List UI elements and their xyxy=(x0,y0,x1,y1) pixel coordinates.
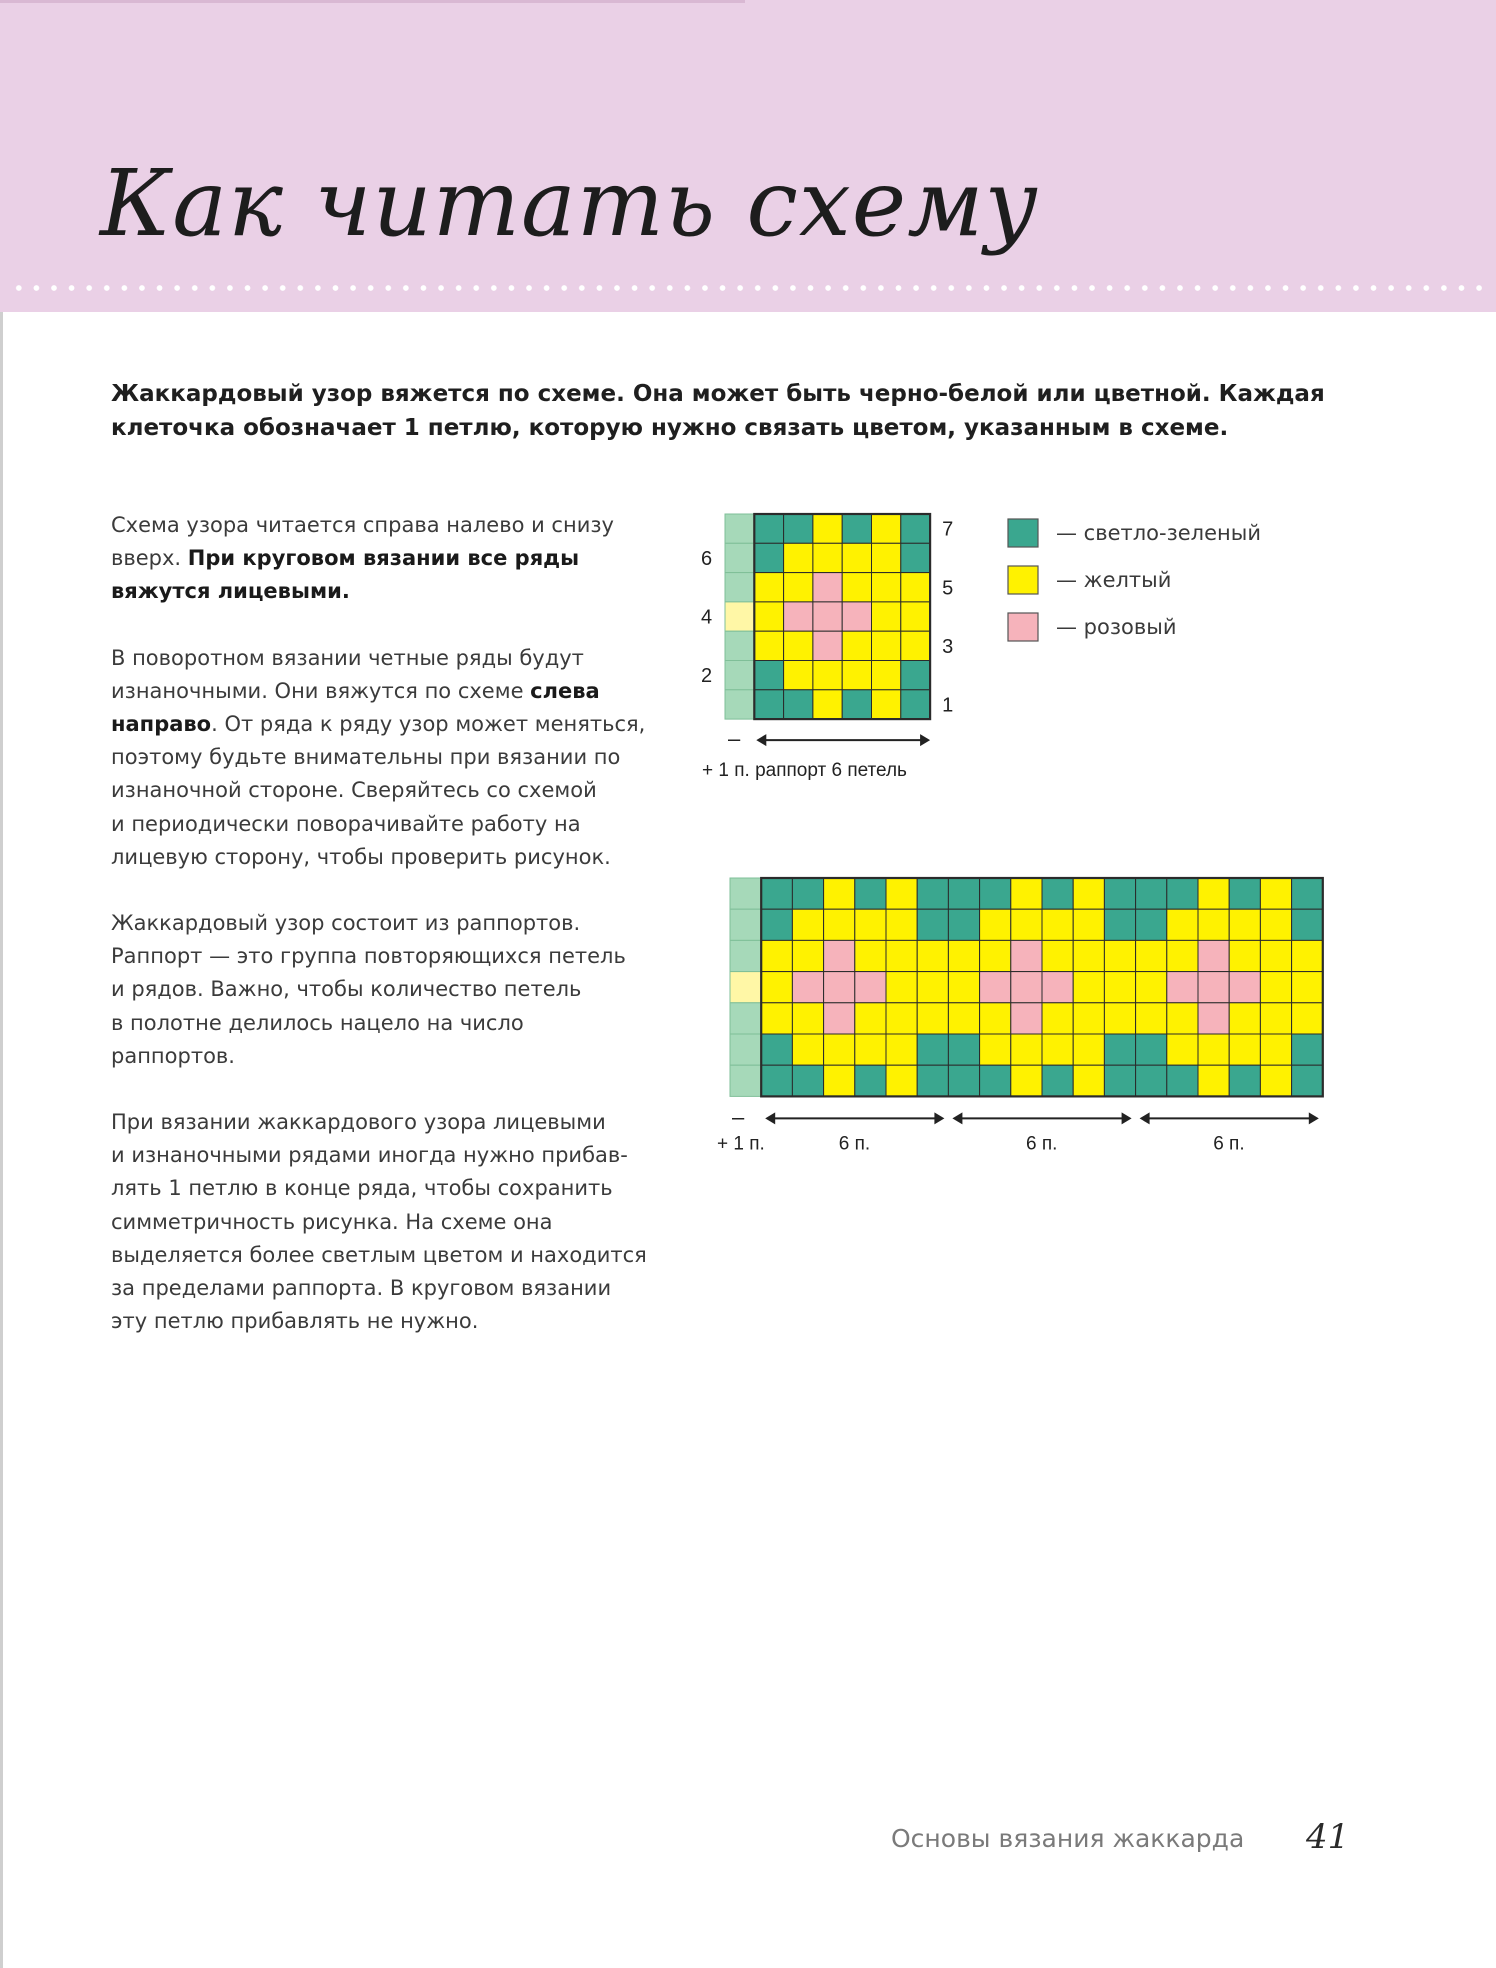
repeat-label: 6 п. xyxy=(838,1133,871,1155)
chart-cell xyxy=(1260,972,1291,1003)
chart-cell xyxy=(824,909,855,940)
chart-cell xyxy=(872,543,901,572)
chart-cell xyxy=(784,514,813,543)
chart-cell xyxy=(886,940,917,971)
rapport-arrow xyxy=(1140,1112,1319,1124)
chart-cell xyxy=(948,1003,979,1034)
chart-cell xyxy=(824,940,855,971)
chart-cell xyxy=(842,514,871,543)
chart-cell xyxy=(901,690,930,719)
chart-cell xyxy=(813,543,842,572)
chart-cell xyxy=(1073,940,1104,971)
chart-cell xyxy=(1104,909,1135,940)
text-line: эту петлю прибавлять не нужно. xyxy=(111,1309,479,1334)
chart-cell xyxy=(1167,878,1198,909)
paragraph-flat-knitting xyxy=(111,642,671,874)
footer-section-title: Основы вязания жаккарда xyxy=(891,1824,1245,1853)
chart-cell xyxy=(761,1065,792,1096)
chart-cell xyxy=(824,1065,855,1096)
chart-cell xyxy=(1011,878,1042,909)
legend-item xyxy=(1008,613,1176,641)
legend-label: — желтый xyxy=(1056,568,1172,592)
text-line: лять 1 петлю в конце ряда, чтобы сохранить xyxy=(111,1176,613,1201)
chart-cell xyxy=(1260,878,1291,909)
chart-cell xyxy=(842,690,871,719)
chart-cell xyxy=(1167,940,1198,971)
repeat-label: 6 п. xyxy=(1213,1133,1245,1155)
highlight-text: При круговом вязании все ряды xyxy=(187,546,580,571)
chart-cell xyxy=(980,940,1011,971)
text-line: в полотне делилось нацело на число xyxy=(111,1010,524,1035)
row-number: 6 xyxy=(701,547,713,570)
chart-cell xyxy=(1011,1065,1042,1096)
body-text-column xyxy=(111,509,671,1371)
chart-cell xyxy=(813,573,842,602)
chart-cell xyxy=(872,602,901,631)
page-number: 41 xyxy=(1306,1817,1350,1857)
chart-cell xyxy=(1042,972,1073,1003)
legend-swatch xyxy=(1008,519,1038,547)
minus-label: – xyxy=(732,1104,745,1130)
chart-cell-extra-stitch xyxy=(725,661,754,690)
chart-cell-extra-stitch xyxy=(730,940,761,971)
row-number: 4 xyxy=(701,606,713,629)
chart-cell xyxy=(872,573,901,602)
chart-cell xyxy=(1198,909,1229,940)
text-line: Раппорт — это группа повторяющихся петель xyxy=(111,944,626,969)
chart-cell xyxy=(980,972,1011,1003)
chart-cell-extra-stitch xyxy=(725,690,754,719)
chart-cell xyxy=(1292,909,1323,940)
chart-cell-extra-stitch xyxy=(725,573,754,602)
chart-cell xyxy=(842,543,871,572)
chart-cell xyxy=(1073,1065,1104,1096)
highlight-text: слева xyxy=(530,678,600,703)
rapport-arrow xyxy=(756,734,930,746)
chart-cell xyxy=(792,909,823,940)
chart-cell xyxy=(855,940,886,971)
chart-cell xyxy=(824,1003,855,1034)
text-line xyxy=(111,708,671,741)
minus-label: – xyxy=(728,726,741,752)
row-number: 7 xyxy=(942,518,954,541)
chart-cell xyxy=(901,573,930,602)
text-line: и изнаночными рядами иногда нужно прибав- xyxy=(111,1143,628,1168)
chart-cell xyxy=(948,940,979,971)
chart-cell xyxy=(761,909,792,940)
chart-cell xyxy=(917,1003,948,1034)
chart-cell xyxy=(1198,972,1229,1003)
chart-cell-extra-stitch xyxy=(730,1034,761,1065)
chart-cell xyxy=(761,878,792,909)
chart-cell xyxy=(948,972,979,1003)
chart-cell xyxy=(1198,940,1229,971)
chart-cell xyxy=(1104,878,1135,909)
chart-cell xyxy=(948,878,979,909)
chart-cell xyxy=(980,1003,1011,1034)
text-line: лицевую сторону, чтобы проверить рисунок. xyxy=(111,844,611,869)
chart-cell xyxy=(792,972,823,1003)
text-fragment: изнаночными. Они вяжутся по схеме xyxy=(111,678,531,703)
chart-cell xyxy=(1104,1065,1135,1096)
chart-cell xyxy=(813,690,842,719)
chart-cell xyxy=(824,972,855,1003)
legend-label: — розовый xyxy=(1056,615,1177,639)
rapport-arrow xyxy=(952,1112,1131,1124)
text-line: В поворотном вязании четные ряды будут xyxy=(111,645,584,670)
chart-cell xyxy=(1042,1034,1073,1065)
page-edge-rule xyxy=(0,312,3,1968)
text-line: поэтому будьте внимательны при вязании по xyxy=(111,745,621,770)
chart-cell xyxy=(1198,1065,1229,1096)
chart-cell xyxy=(1167,909,1198,940)
legend-item xyxy=(1008,519,1261,547)
legend-swatch xyxy=(1008,613,1038,641)
chart-cell xyxy=(1042,909,1073,940)
chart-cell xyxy=(792,1003,823,1034)
row-number: 1 xyxy=(942,694,954,717)
text-line: симметричность рисунка. На схеме она xyxy=(111,1209,553,1234)
chart-cell xyxy=(917,909,948,940)
chart-cell xyxy=(980,1065,1011,1096)
chart-cell xyxy=(824,1034,855,1065)
chart-cell xyxy=(886,1034,917,1065)
chart-cell xyxy=(901,631,930,660)
chart-cell xyxy=(1136,972,1167,1003)
rapport-arrow xyxy=(765,1112,944,1124)
chart-cell xyxy=(1260,909,1291,940)
chart-cell xyxy=(917,1065,948,1096)
chart-cell xyxy=(761,940,792,971)
chart-cell xyxy=(1136,878,1167,909)
chart-cell xyxy=(855,1034,886,1065)
chart-cell xyxy=(1167,1003,1198,1034)
chart-cell xyxy=(1229,878,1260,909)
chart-cell xyxy=(784,690,813,719)
chart-cell xyxy=(872,690,901,719)
plus-one-label: + 1 п. xyxy=(717,1133,765,1155)
small-jacquard-chart xyxy=(690,505,1310,790)
chart-cell-extra-stitch xyxy=(730,909,761,940)
chart-cell xyxy=(1292,1003,1323,1034)
chart-cell-extra-stitch xyxy=(730,972,761,1003)
text-line: Схема узора читается справа налево и снизу xyxy=(111,513,614,537)
chart-cell xyxy=(1198,878,1229,909)
chart-cell xyxy=(886,972,917,1003)
chart-cell-extra-stitch xyxy=(725,631,754,660)
highlight-text: вяжутся лицевыми. xyxy=(111,579,350,604)
chart-cell xyxy=(1229,940,1260,971)
chart-cell xyxy=(1104,940,1135,971)
intro-paragraph xyxy=(111,377,1351,445)
chart-cell xyxy=(1104,972,1135,1003)
chart-cell xyxy=(1104,1034,1135,1065)
chart-cell xyxy=(813,602,842,631)
chart-cell xyxy=(1260,1003,1291,1034)
chart-cell xyxy=(1042,878,1073,909)
paragraph-extra-stitch xyxy=(111,1106,671,1338)
chart-cell xyxy=(1042,940,1073,971)
chart-cell xyxy=(842,573,871,602)
chart-cell xyxy=(1229,1034,1260,1065)
chart-cell xyxy=(1229,972,1260,1003)
chart-cell xyxy=(901,543,930,572)
chart-cell xyxy=(1260,1065,1291,1096)
chart-cell xyxy=(1011,972,1042,1003)
row-number: 5 xyxy=(942,577,954,600)
page-title: Как читать схему xyxy=(100,150,1039,257)
chart-cell xyxy=(761,1003,792,1034)
chart-cell xyxy=(1073,1034,1104,1065)
chart-cell xyxy=(901,514,930,543)
chart-cell xyxy=(824,878,855,909)
chart-cell xyxy=(886,1065,917,1096)
chart-cell xyxy=(1136,940,1167,971)
chart-cell xyxy=(784,602,813,631)
row-number: 2 xyxy=(701,665,713,688)
chart-cell xyxy=(784,543,813,572)
paragraph-reading-direction xyxy=(111,509,671,609)
chart-cell xyxy=(784,661,813,690)
chart-cell xyxy=(1167,972,1198,1003)
chart-cell xyxy=(917,1034,948,1065)
chart-cell xyxy=(901,602,930,631)
chart-cell xyxy=(1229,909,1260,940)
row-number: 3 xyxy=(942,635,954,658)
chart-cell xyxy=(1011,940,1042,971)
chart-cell xyxy=(842,631,871,660)
chart-cell xyxy=(784,631,813,660)
chart-cell xyxy=(855,972,886,1003)
chart-cell xyxy=(1292,972,1323,1003)
chart-cell xyxy=(917,940,948,971)
chart-cell xyxy=(872,514,901,543)
chart-cell xyxy=(792,940,823,971)
text-line: выделяется более светлым цветом и находится xyxy=(111,1242,647,1267)
chart-cell xyxy=(754,543,783,572)
chart-cell xyxy=(761,972,792,1003)
chart-cell xyxy=(1104,1003,1135,1034)
text-line: раппортов. xyxy=(111,1043,235,1068)
paragraph-rapport xyxy=(111,907,671,1073)
chart-cell xyxy=(754,514,783,543)
chart-cell xyxy=(1136,1003,1167,1034)
chart-cell xyxy=(1136,1034,1167,1065)
chart-cell xyxy=(1136,909,1167,940)
text-line: Жаккардовый узор состоит из раппортов. xyxy=(111,911,581,936)
chart-cell xyxy=(1292,1034,1323,1065)
chart-cell xyxy=(784,573,813,602)
text-fragment: . От ряда к ряду узор может меняться, xyxy=(211,712,646,737)
chart-cell xyxy=(813,631,842,660)
chart-cell xyxy=(754,573,783,602)
chart-cell xyxy=(980,909,1011,940)
chart-cell xyxy=(1136,1065,1167,1096)
intro-line: клеточка обозначает 1 петлю, которую нужно связать цветом, указанным в схеме. xyxy=(111,415,1229,441)
chart-cell xyxy=(1229,1003,1260,1034)
text-line: изнаночной стороне. Сверяйтесь со схемой xyxy=(111,778,597,803)
chart-cell xyxy=(1073,909,1104,940)
chart-cell-extra-stitch xyxy=(730,1003,761,1034)
chart-cell xyxy=(1260,1034,1291,1065)
chart-cell xyxy=(1042,1065,1073,1096)
chart-cell xyxy=(792,878,823,909)
text-line: При вязании жаккардового узора лицевыми xyxy=(111,1110,606,1135)
chart-cell xyxy=(886,1003,917,1034)
repeat-label: 6 п. xyxy=(1026,1133,1058,1155)
chart-cell xyxy=(761,1034,792,1065)
chart-cell xyxy=(754,602,783,631)
chart-cell xyxy=(917,878,948,909)
chart-cell xyxy=(1260,940,1291,971)
chart-cell-extra-stitch xyxy=(725,543,754,572)
chart-cell xyxy=(1073,1003,1104,1034)
intro-line: Жаккардовый узор вяжется по схеме. Она может быть черно-белой или цветной. Каждая xyxy=(111,381,1325,407)
chart-cell xyxy=(1042,1003,1073,1034)
text-fragment: вверх. xyxy=(111,546,188,571)
chart-cell xyxy=(842,602,871,631)
chart-cell xyxy=(1073,878,1104,909)
chart-cell xyxy=(754,631,783,660)
chart-cell xyxy=(1167,1034,1198,1065)
chart-cell-extra-stitch xyxy=(730,878,761,909)
chart-cell xyxy=(855,909,886,940)
wide-jacquard-chart xyxy=(700,868,1350,1158)
chart-cell-extra-stitch xyxy=(725,602,754,631)
chart-cell xyxy=(813,661,842,690)
chart-cell xyxy=(1011,1003,1042,1034)
chart-cell xyxy=(886,878,917,909)
chart-caption: + 1 п. раппорт 6 петель xyxy=(702,760,907,782)
chart-cell xyxy=(792,1065,823,1096)
chart-cell xyxy=(813,514,842,543)
chart-cell xyxy=(754,690,783,719)
dotted-divider xyxy=(10,284,1490,292)
legend-label: — светло-зеленый xyxy=(1056,521,1261,545)
chart-cell xyxy=(1011,909,1042,940)
chart-cell xyxy=(872,661,901,690)
chart-cell xyxy=(855,1065,886,1096)
chart-cell xyxy=(1292,940,1323,971)
chart-cell xyxy=(948,1065,979,1096)
chart-cell xyxy=(1198,1003,1229,1034)
chart-cell xyxy=(1292,1065,1323,1096)
chart-cell xyxy=(754,661,783,690)
text-line: и рядов. Важно, чтобы количество петель xyxy=(111,977,582,1002)
chart-cell xyxy=(1011,1034,1042,1065)
chart-cell-extra-stitch xyxy=(730,1065,761,1096)
chart-cell xyxy=(901,661,930,690)
legend-swatch xyxy=(1008,566,1038,594)
chart-cell xyxy=(980,1034,1011,1065)
chart-cell xyxy=(842,661,871,690)
chart-cell xyxy=(886,909,917,940)
highlight-text: направо xyxy=(111,712,212,737)
chart-cell xyxy=(917,972,948,1003)
chart-cell xyxy=(948,1034,979,1065)
text-line xyxy=(111,675,671,708)
chart-cell xyxy=(980,878,1011,909)
chart-cell xyxy=(855,1003,886,1034)
text-line xyxy=(111,542,671,575)
chart-cell xyxy=(792,1034,823,1065)
chart-cell xyxy=(1229,1065,1260,1096)
legend-item xyxy=(1008,566,1171,594)
header-top-line xyxy=(0,0,745,3)
text-line: за пределами раппорта. В круговом вязании xyxy=(111,1276,612,1301)
chart-cell-extra-stitch xyxy=(725,514,754,543)
chart-cell xyxy=(855,878,886,909)
chart-cell xyxy=(1167,1065,1198,1096)
chart-cell xyxy=(948,909,979,940)
chart-cell xyxy=(1073,972,1104,1003)
chart-cell xyxy=(1198,1034,1229,1065)
chart-cell xyxy=(872,631,901,660)
text-line: и периодически поворачивайте работу на xyxy=(111,811,581,836)
chart-cell xyxy=(1292,878,1323,909)
